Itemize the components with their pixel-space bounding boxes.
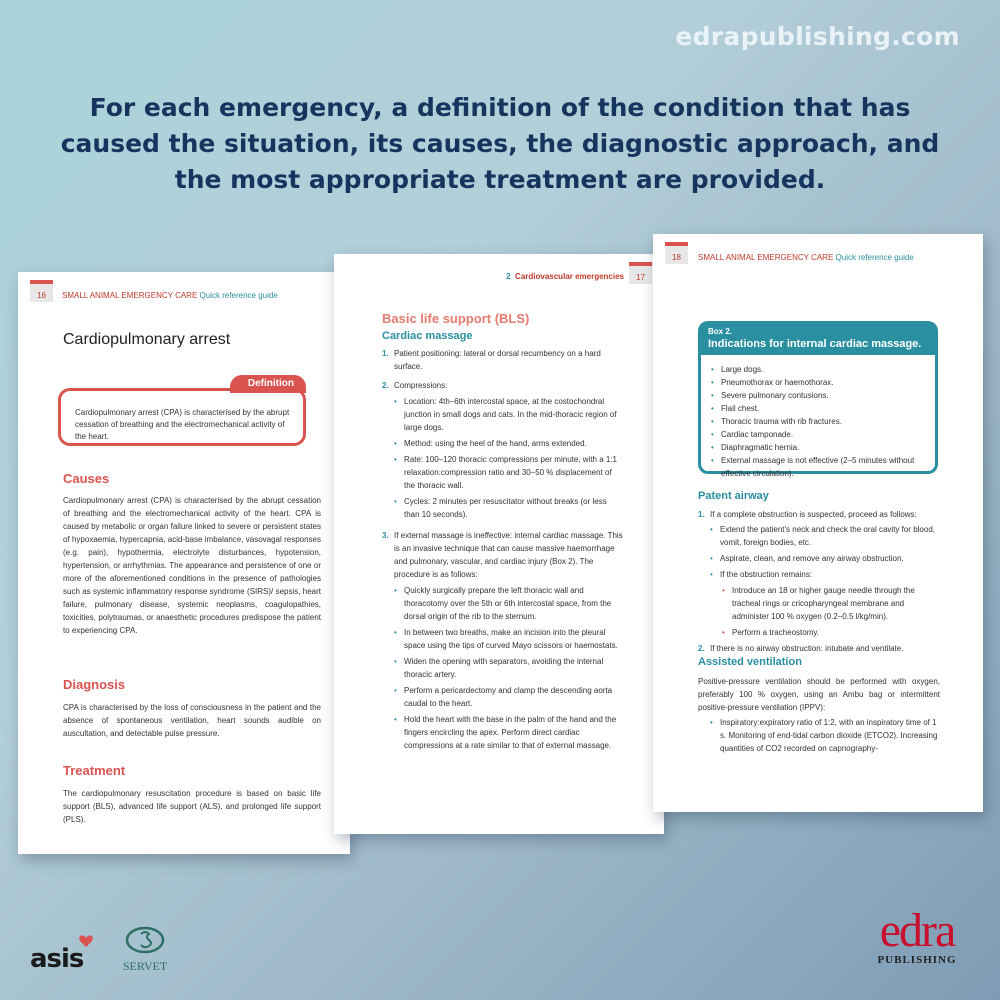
definition-box (58, 378, 306, 446)
chapter-title: Cardiopulmonary arrest (63, 331, 231, 348)
page-number: 16 (30, 280, 53, 302)
guide-title-main: SMALL ANIMAL EMERGENCY CARE (698, 253, 834, 262)
bullet-item: • If the obstruction remains: (708, 568, 940, 581)
bullet-item: • Quickly surgically prepare the left thoracic wall and thoracotomy over the 5th or 6th intercostal space, from the dorsal origin of the rib to the sternum. (392, 584, 624, 623)
subsection-heading: Cardiac massage (382, 330, 473, 342)
item-number: 2. (698, 644, 705, 653)
treatment-heading: Treatment (63, 763, 126, 778)
sub-bullet-item: • Perform a tracheostomy. (720, 626, 940, 639)
item-number: 2. (382, 381, 389, 390)
box-item: • External massage is not effective (2–5 minutes without effective circulation). (709, 454, 925, 480)
diagnosis-text: CPA is characterised by the loss of consciousness in the patient and the absence of spontaneous ventilation, heart sounds audible on auscultation, and detectable pulse pressure. (63, 703, 321, 738)
headline: For each emergency, a definition of the condition that has caused the situation, its causes, the diagnostic approach, and the most appropriate treatment are provided. (60, 93, 940, 194)
box-2-header (698, 321, 938, 355)
box-2-title: Indications for internal cardiac massage. (708, 338, 922, 350)
box-item: • Thoracic trauma with rib fractures. (709, 415, 925, 428)
running-header (698, 251, 914, 264)
list-item (698, 508, 940, 521)
edra-logo (858, 904, 976, 966)
servet-emblem-icon (120, 926, 170, 954)
bullet-item: • Extend the patient's neck and check the oral cavity for blood, vomit, foreign bodies, etc. (708, 523, 940, 549)
item-number: 3. (382, 531, 389, 540)
bullet-item: • Widen the opening with separators, avoiding the internal thoracic artery. (392, 655, 624, 681)
bullet-item: • Cycles: 2 minutes per resuscitator without breaks (or less than 10 seconds). (392, 495, 624, 521)
bullet-item: • Aspirate, clean, and remove any airway obstruction. (708, 552, 940, 565)
diagnosis-heading: Diagnosis (63, 677, 126, 692)
patent-airway-heading: Patent airway (698, 490, 769, 502)
page-16 (18, 272, 350, 854)
item-text: Patient positioning: lateral or dorsal recumbency on a hard surface. (394, 349, 601, 371)
list-item (382, 347, 624, 373)
sub-bullet-item: • Introduce an 18 or higher gauge needle through the tracheal rings or cricopharyngeal membrane and administer 100 % oxygen (0.2–0.5 l/kg/min). (720, 584, 940, 623)
box-2 (698, 327, 938, 478)
list-item (382, 379, 624, 392)
chapter-number: 2 (506, 272, 511, 281)
servet-logo (120, 926, 170, 974)
box-item: • Severe pulmonary contusions. (709, 389, 925, 402)
item-number: 1. (382, 349, 389, 358)
guide-title-sub: Quick reference guide (199, 291, 278, 300)
running-header (62, 289, 278, 302)
bullet-item: • Inspiratory:expiratory ratio of 1:2, with an inspiratory time of 1 s. Monitoring of end-tidal carbon dioxide (ETCO2). Increasing quantities of CO2 recorded on capnography- (708, 716, 940, 755)
causes-text: Cardiopulmonary arrest (CPA) is characterised by the abrupt cessation of breathing and the electromechanical activity of the heart. CPA is caused by metabolic or organ failure linked to severe or persistent states of hypoxaemia, hypercapnia, acid-base imbalance, vasovagal responses (e.g. pain), hypothermia, electrolyte disturbances, hypotension, hypertension, or arrhythmias. The appearance and persistence of one or more of the aforementioned conditions in the presence of pathologies such as systemic inflammatory response syndrome (SIRS)/ sepsis, heart failure, pulmonary disease, systemic neoplasms, coagulopathies, toxicities, polytraumas, or anaesthetic procedures predispose the patient to experiencing CPA. (63, 496, 321, 635)
assisted-ventilation-heading: Assisted ventilation (698, 656, 802, 668)
asis-logo (30, 930, 100, 975)
edra-publishing: PUBLISHING (877, 954, 957, 966)
item-text: If external massage is ineffective: internal cardiac massage. This is an invasive technique that can cause massive haemorrhage and pulmonary, vascular, and cardiac injury (Box 2). The procedure is as follows: (394, 531, 623, 579)
box-item: • Pneumothorax or haemothorax. (709, 376, 925, 389)
bullet-item: • Method: using the heel of the hand, arms extended. (392, 437, 624, 450)
ventilation-list (698, 716, 940, 758)
bullet-item: • Location: 4th–6th intercostal space, at the costochondral junction in small dogs and cats. In the mid-thoracic region of large dogs. (392, 395, 624, 434)
list-item (698, 642, 940, 655)
chapter-name: Cardiovascular emergencies (515, 272, 624, 281)
treatment-text: The cardiopulmonary resuscitation procedure is based on basic life support (BLS), advanced life support (ALS), and prolonged life support (PLS). (63, 789, 321, 824)
servet-wordmark: SERVET (122, 959, 168, 973)
item-text: If there is no airway obstruction: intubate and ventilate. (710, 644, 904, 653)
asis-wordmark: asis (30, 944, 84, 974)
bullet-item: • Perform a pericardectomy and clamp the descending aorta caudal to the heart. (392, 684, 624, 710)
section-heading: Basic life support (BLS) (382, 311, 530, 326)
airway-list (698, 508, 940, 655)
site-url[interactable]: edrapublishing.com (675, 22, 960, 51)
edra-wordmark: edra (879, 904, 955, 957)
chapter-header (506, 270, 624, 283)
item-text: If a complete obstruction is suspected, proceed as follows: (710, 510, 917, 519)
box-item: • Diaphragmatic hernia. (709, 441, 925, 454)
item-number: 1. (698, 510, 705, 519)
page-18 (653, 234, 983, 812)
box-item: • Flail chest. (709, 402, 925, 415)
list-item (382, 529, 624, 581)
cardiac-massage-list (382, 347, 624, 755)
bullet-item: • Rate: 100–120 thoracic compressions per minute, with a 1:1 relaxation:compression ratio and 30–50 % displacement of the thoracic wall. (392, 453, 624, 492)
page-17 (334, 254, 664, 834)
bullet-item: • In between two breaths, make an incision into the pleural space using the tips of curved Mayo scissors or haemostats. (392, 626, 624, 652)
page-number: 18 (665, 242, 688, 264)
box-item: • Cardiac tamponade. (709, 428, 925, 441)
page-number: 17 (629, 262, 652, 284)
box-2-label: Box 2. (708, 327, 733, 336)
definition-tab: Definition (230, 375, 306, 393)
guide-title-sub: Quick reference guide (835, 253, 914, 262)
guide-title-main: SMALL ANIMAL EMERGENCY CARE (62, 291, 198, 300)
box-item: • Large dogs. (709, 363, 925, 376)
definition-text: Cardiopulmonary arrest (CPA) is characterised by the abrupt cessation of breathing and the electromechanical activity of the heart. (75, 408, 290, 441)
causes-heading: Causes (63, 471, 110, 486)
bullet-item: • Hold the heart with the base in the palm of the hand and the fingers encircling the apex. Perform direct cardiac compressions at a rate similar to that of external massage. (392, 713, 624, 752)
item-text: Compressions: (394, 381, 448, 390)
ventilation-text: Positive-pressure ventilation should be performed with oxygen, preferably 100 % oxygen, using an Ambu bag or intermittent positive-pressure ventilation (IPPV): (698, 677, 940, 712)
